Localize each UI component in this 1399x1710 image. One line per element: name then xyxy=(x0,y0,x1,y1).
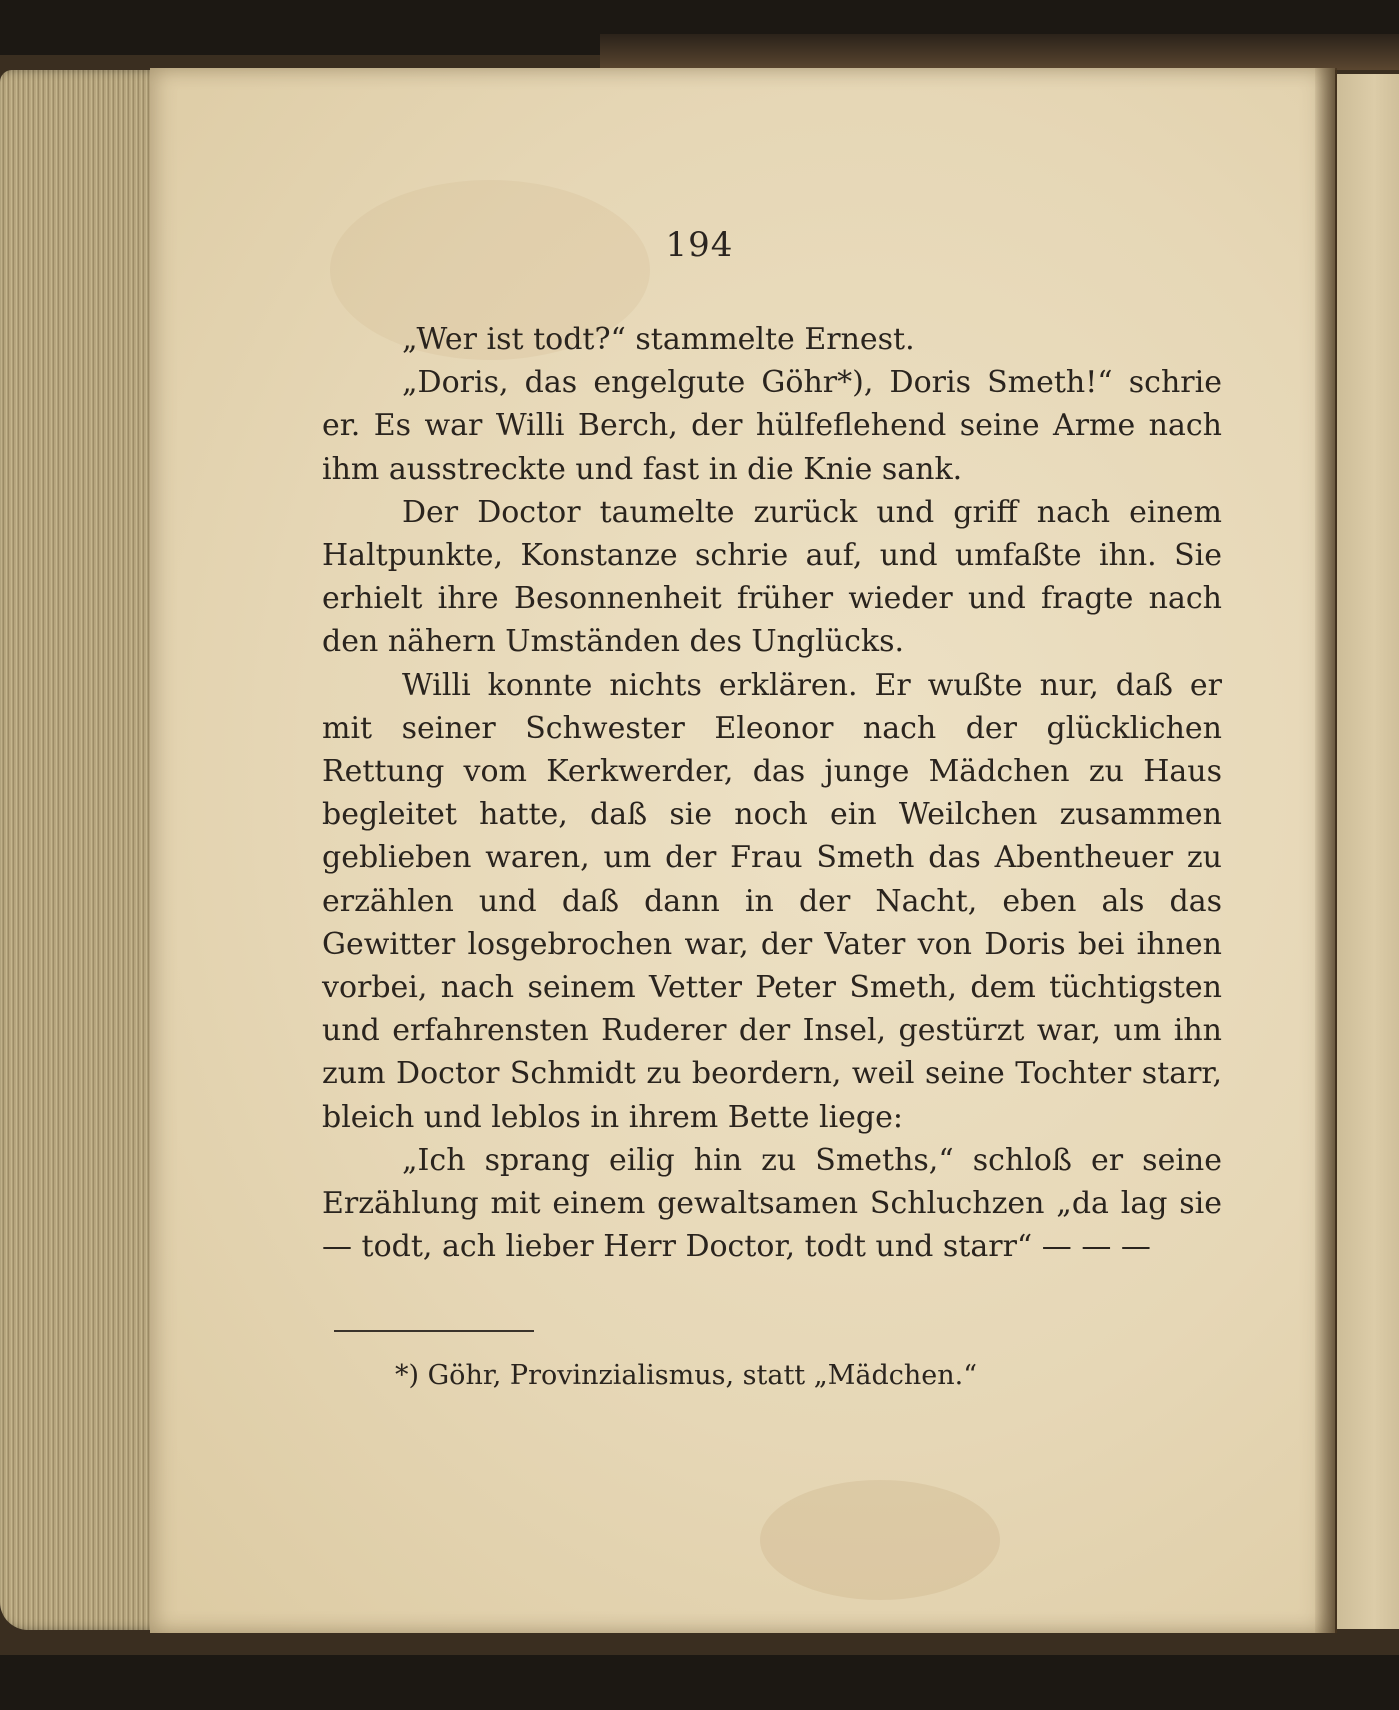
paragraph: „Doris, das engelgute Göhr*), Doris Smeth!“ schrie er. Es war Willi Berch, der hülfeflehend seine Arme nach ihm ausstreckte und fast in die Knie sank. xyxy=(322,365,1222,487)
page-edges xyxy=(0,70,165,1630)
paragraph: Der Doctor taumelte zurück und griff nach einem Haltpunkte, Konstanze schrie auf, und umfaßte ihn. Sie erhielt ihre Besonnenheit früher wieder und fragte nach den nähern Umständen des Unglücks. xyxy=(322,494,1222,660)
paragraph: „Ich sprang eilig hin zu Smeths,“ schloß er seine Erzählung mit einem gewaltsamen Schluchzen „da lag sie — todt, ach lieber Herr Doctor, todt und starr“ — — — xyxy=(322,1142,1222,1265)
paragraph: Willi konnte nichts erklären. Er wußte nur, daß er mit seiner Schwester Eleonor nach der glücklichen Rettung vom Kerkwerder, das junge Mädchen zu Haus begleitet hatte, daß sie noch ein Weilchen zusammen geblieben waren, um der Frau Smeth das Abentheuer zu erzählen und daß dann in der Nacht, eben als das Gewitter losgebrochen war, der Vater von Doris bei ihnen vorbei, nach seinem Vetter Peter Smeth, dem tüchtigsten und erfahrensten Ruderer der Insel, gestürzt war, um ihn zum Doctor Schmidt zu beordern, weil seine Tochter starr, bleich und leblos in ihrem Bette liege: xyxy=(322,667,1222,1135)
paragraph: „Wer ist todt?“ stammelte Ernest. xyxy=(402,322,915,357)
facing-page-edge xyxy=(1337,74,1399,1629)
gutter-shadow xyxy=(1315,68,1337,1633)
footnote: *) Göhr, Provinzialismus, statt „Mädchen.“ xyxy=(395,1360,978,1391)
paper-stain xyxy=(760,1480,1000,1600)
body-text xyxy=(322,318,1222,1268)
footnote-divider xyxy=(334,1330,534,1332)
book-spine xyxy=(600,34,1399,70)
page-number: 194 xyxy=(665,225,734,265)
